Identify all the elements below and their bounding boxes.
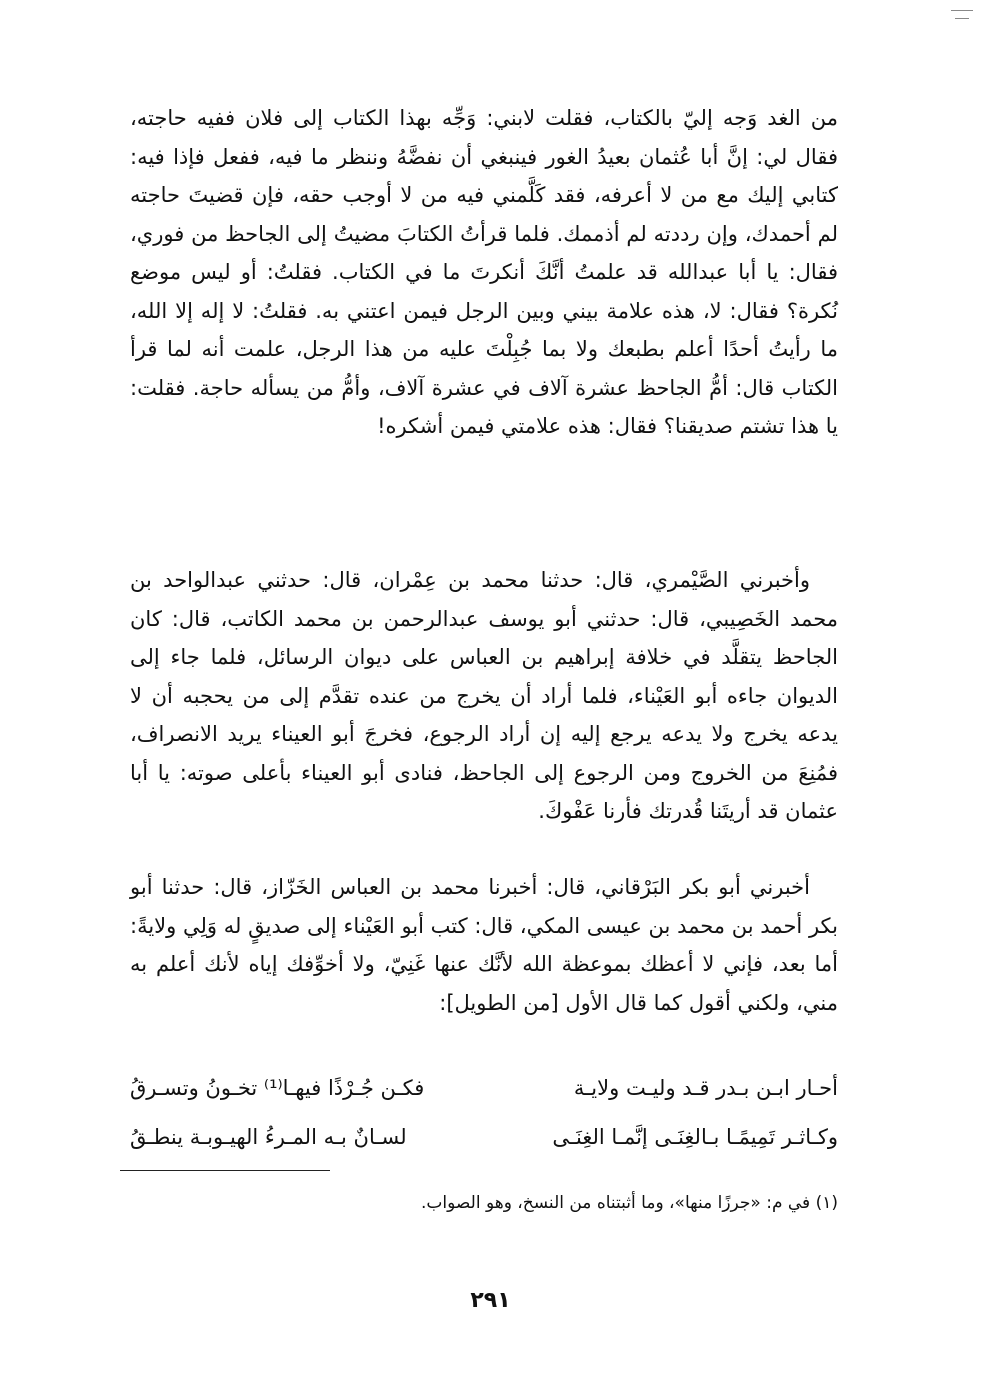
verse-first-hemistich: أحـار ابـن بـدر قـد وليـت ولايـة	[573, 1076, 838, 1100]
scan-mark	[955, 18, 969, 19]
footnote: (١) في م: «جرزًا منها»، وما أثبتناه من النسخ، وهو الصواب.	[420, 1193, 838, 1213]
paragraph-text: من الغد وَجه إليّ بالكتاب، فقلت لابني: وَجِّه بهذا الكتاب إلى فلان ففيه حاجته، فقال لي: إنَّ أبا عُثمان بعيدُ الغور فينبغي أن نفضَّهُ وننظر ما فيه، ففعل فإذا فيه: كتابي إليك مع من لا أعرفه، فقد كَلَّمني فيه من لا أوجب حقه، فإن قضيتَ حاجته لم أحمدك، وإن رددته لم أذممك. فلما قرأتُ الكتابَ مضيتُ إلى الجاحظ من فوري، فقال: يا أبا عبدالله قد علمتُ أنَّكَ أنكرتَ ما في الكتاب. فقلتُ: أو ليس موضع نُكرة؟ فقال: لا، هذه علامة بيني وبين الرجل فيمن اعتني به. فقلتُ: لا إله إلا الله، ما رأيتُ أحدًا أعلم بطبعك ولا بما جُبِلْتَ عليه من هذا الرجل، علمت أنه لما قرأ الكتاب قال: أمُّ الجاحظ عشرة آلاف في عشرة آلاف، وأمُّ من يسأله حاجة. فقلت: يا هذا تشتم صديقنا؟ فقال: هذه علامتي فيمن أشكره!	[130, 106, 838, 438]
scan-mark	[951, 10, 973, 11]
page-number: ٢٩١	[470, 1288, 511, 1313]
verse-first-hemistich: وكـاثـر تَمِيمًـا بـالغِنَـى إنَّمـا الغِنَـى	[552, 1125, 838, 1149]
verse-second-hemistich: لسـانٌ بـه المـرءُ الهيـوبـة ينطـقُ	[130, 1125, 407, 1149]
verse-line	[130, 1105, 838, 1149]
verse-line	[130, 1056, 838, 1100]
paragraph-text: وأخبرني الصَّيْمري، قال: حدثنا محمد بن عِمْران، قال: حدثني عبدالواحد بن محمد الخَصِيبي، قال: حدثني أبو يوسف عبدالرحمن بن محمد الكاتب، قال: كان الجاحظ يتقلَّد في خلافة إبراهيم بن العباس على ديوان الرسائل، فلما جاء إلى الديوان جاءه أبو العَيْناء، فلما أراد أن يخرج من عنده تقدَّم إلى من يحجبه أن لا يدعه يخرج ولا يدعه يرجع إليه إن أراد الرجوع، فخرجَ أبو العيناء يريد الانصراف، فمُنِعَ من الخروج ومن الرجوع إلى الجاحظ، فنادى أبو العيناء بأعلى صوته: يا أبا عثمان قد أريتَنا قُدرتك فأرنا عَفْوكَ.	[130, 568, 838, 823]
footnote-divider	[120, 1170, 330, 1171]
paragraph-text: أخبرني أبو بكر البَرْقاني، قال: أخبرنا محمد بن العباس الخَزّاز، قال: حدثنا أبو بكر أحمد بن محمد بن عيسى المكي، قال: كتب أبو العَيْناء إلى صديقٍ له وَلِي ولايةً: أما بعد، فإني لا أعظك بموعظة الله لأنَّك عنها غَنِيّ، ولا أخوِّفك إياه لأنك أعلم به مني، ولكني أقول كما قال الأول [من الطويل]:	[130, 875, 838, 1015]
poem	[130, 0, 838, 1391]
verse-second-hemistich: فكـن جُـرْذًا فيهـا⁽¹⁾ تخـونُ وتسـرقُ	[130, 1076, 425, 1100]
